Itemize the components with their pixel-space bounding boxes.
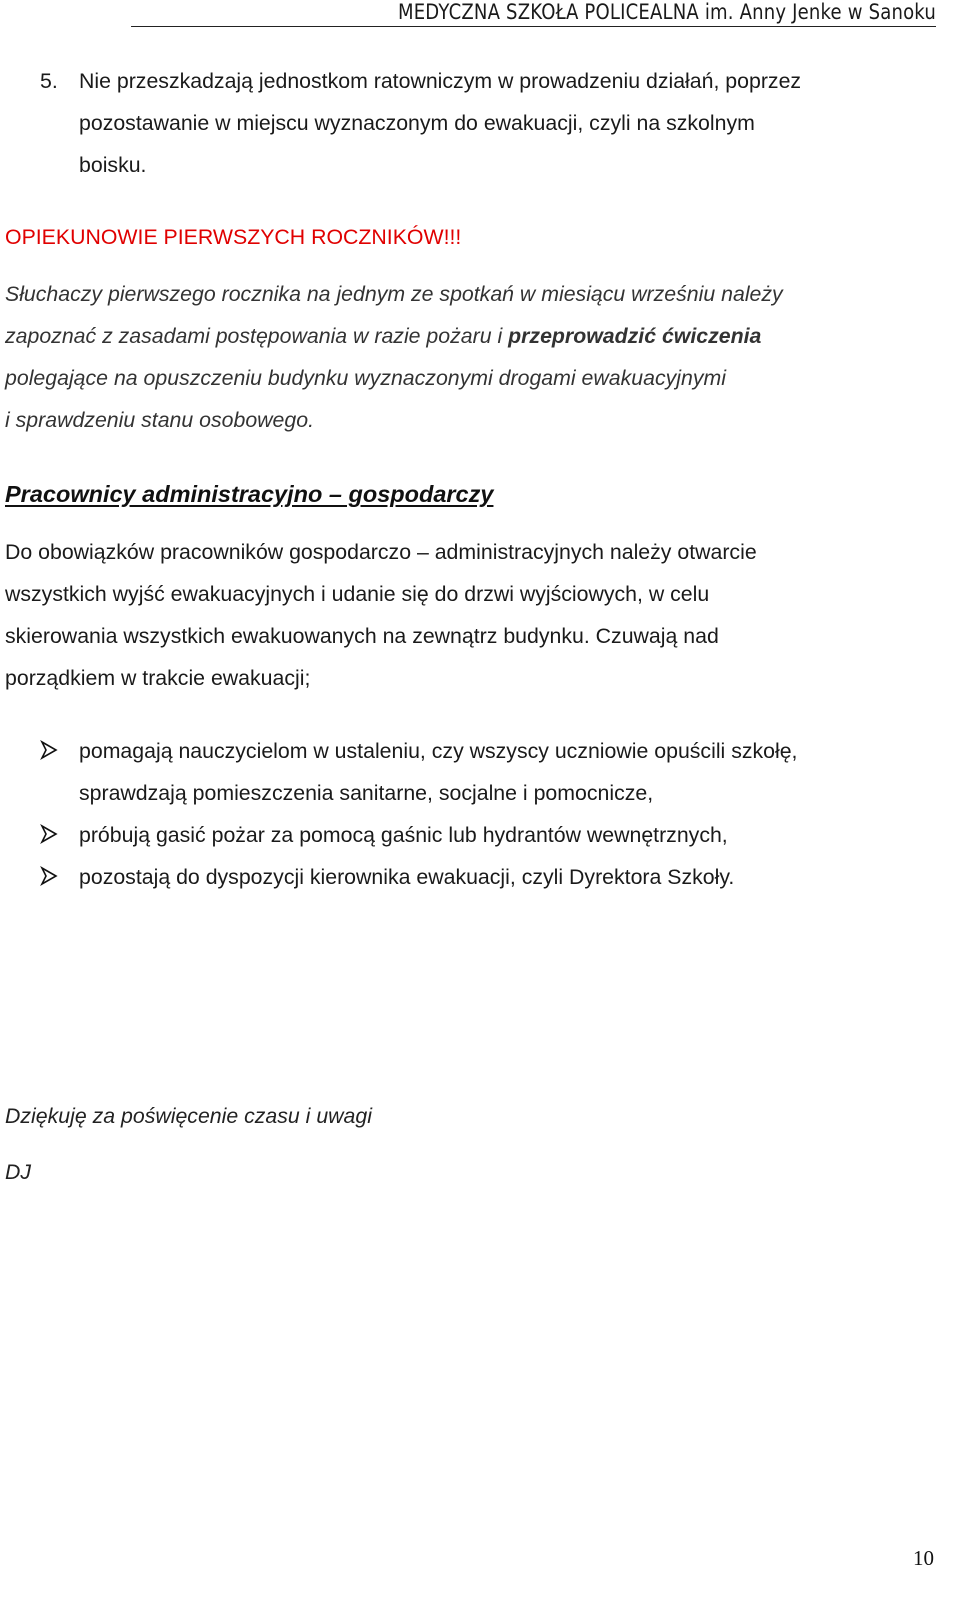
item-5-line-3: boisku. [79,153,147,177]
guardians-line-3: polegające na opuszczeniu budynku wyznaczonymi drogami ewakuacyjnymi [5,366,726,390]
guardians-line-2 [5,323,761,349]
staff-heading: Pracownicy administracyjno – gospodarczy [5,481,494,507]
guardians-line-2-bold: przeprowadzić ćwiczenia [508,324,762,348]
item-5-line-2: pozostawanie w miejscu wyznaczonym do ewakuacji, czyli na szkolnym [79,111,755,135]
staff-line-4: porządkiem w trakcie ewakuacji; [5,666,311,690]
staff-bullet-1-line-1: pomagają nauczycielom w ustaleniu, czy wszyscy uczniowie opuścili szkołę, [79,739,798,763]
staff-line-1: Do obowiązków pracowników gospodarczo – administracyjnych należy otwarcie [5,540,757,564]
staff-bullet-3: pozostają do dyspozycji kierownika ewakuacji, czyli Dyrektora Szkoły. [79,865,735,889]
item-number: 5. [40,69,58,93]
guardians-line-2-plain: zapoznać z zasadami postępowania w razie pożaru i [5,324,509,348]
staff-bullet-2: próbują gasić pożar za pomocą gaśnic lub hydrantów wewnętrznych, [79,823,728,847]
arrowhead-bullet-icon [40,740,58,760]
guardians-line-1: Słuchaczy pierwszego rocznika na jednym ze spotkań w miesiącu wrześniu należy [5,282,783,306]
author-initials: DJ [5,1160,32,1184]
guardians-heading: OPIEKUNOWIE PIERWSZYCH ROCZNIKÓW!!! [5,225,462,249]
page-number: 10 [913,1546,934,1570]
staff-bullet-1-line-2: sprawdzają pomieszczenia sanitarne, socjalne i pomocnicze, [79,781,654,805]
item-5-line-1: Nie przeszkadzają jednostkom ratowniczym w prowadzeniu działań, poprzez [79,69,802,93]
arrowhead-bullet-icon [40,866,58,886]
staff-line-3: skierowania wszystkich ewakuowanych na zewnątrz budynku. Czuwają nad [5,624,719,648]
thanks-text: Dziękuję za poświęcenie czasu i uwagi [5,1104,372,1128]
staff-line-2: wszystkich wyjść ewakuacyjnych i udanie się do drzwi wyjściowych, w celu [5,582,710,606]
arrowhead-bullet-icon [40,824,58,844]
guardians-line-4: i sprawdzeniu stanu osobowego. [5,408,315,432]
page-header: MEDYCZNA SZKOŁA POLICEALNA im. Anny Jenke w Sanoku [131,0,936,27]
